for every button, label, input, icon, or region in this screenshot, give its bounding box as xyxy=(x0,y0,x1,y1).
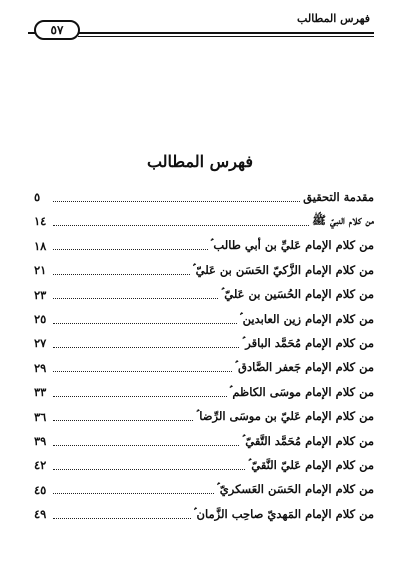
header-rule-thin xyxy=(78,36,374,37)
toc-entry-page: ٣٦ xyxy=(34,409,47,424)
toc-entry-page: ٢١ xyxy=(34,263,47,278)
toc-leader-dots xyxy=(53,201,300,202)
toc-entry xyxy=(34,187,374,207)
toc-entry-label: من كلام الإمام مُحَمَّد الباقر ؑ xyxy=(242,335,374,350)
toc-entry-label: من كلام الإمام عَليِّ بن أبي طالب ؑ xyxy=(210,238,374,253)
toc-leader-dots xyxy=(53,371,232,372)
toc-entry xyxy=(34,333,374,353)
toc-entry-page: ٣٩ xyxy=(34,434,47,448)
page-number-badge xyxy=(34,20,80,40)
toc-entry-page: ١٨ xyxy=(34,238,47,253)
toc-entry-page: ٢٣ xyxy=(34,287,47,302)
toc-entry-label: مقدمة التحقيق xyxy=(303,190,374,204)
toc-entry-label: من كلام الإمام عَليّ بن موسَى الرِّضا ؑ xyxy=(196,409,374,424)
toc-entry-label: من كلام النبيّ ﷺ xyxy=(312,212,374,227)
toc-entry-label: من كلام الإمام الزَّكيّ الحَسَن بن عَليّ ؑ xyxy=(192,262,374,277)
toc-entry xyxy=(34,382,374,402)
toc-leader-dots xyxy=(53,420,193,421)
header-rule-thick xyxy=(78,32,374,34)
toc-leader-dots xyxy=(53,274,190,275)
toc-entry-label: من كلام الإمام عَليّ النَّقيّ ؑ xyxy=(248,457,374,472)
toc-entry-page: ٢٩ xyxy=(34,360,47,375)
toc-entry-label: من كلام الإمام مُحَمَّد التَّقيّ ؑ xyxy=(242,433,374,448)
toc-leader-dots xyxy=(53,298,218,299)
running-header xyxy=(28,8,374,38)
toc-entry-label: من كلام الإمام جَعفر الصَّادق ؑ xyxy=(235,360,374,375)
toc-entry-label: من كلام الإمام المَهديّ صاحِب الزَّمان ؑ xyxy=(193,506,374,521)
toc-leader-dots xyxy=(53,347,239,348)
toc-entry-page: ٤٥ xyxy=(34,482,47,497)
toc-leader-dots xyxy=(53,396,227,397)
toc-entry xyxy=(34,407,374,427)
toc-leader-dots xyxy=(53,493,214,494)
toc-entry xyxy=(34,455,374,475)
toc-entry-label: من كلام الإمام موسَى الكاظم ؑ xyxy=(229,384,374,399)
toc-entry-page: ٤٢ xyxy=(34,458,47,473)
toc-entry-page: ٥ xyxy=(34,190,41,204)
toc-entry-page: ١٤ xyxy=(34,214,47,229)
toc-entry xyxy=(34,358,374,378)
running-header-title: فهرس المطالب xyxy=(297,12,370,25)
toc-leader-dots xyxy=(53,323,237,324)
toc-entry-page: ٤٩ xyxy=(34,507,47,522)
toc-entry xyxy=(34,431,374,451)
toc-entry-page: ٢٧ xyxy=(34,336,47,351)
toc-entry xyxy=(34,504,374,524)
toc-entry xyxy=(34,236,374,256)
toc-entry xyxy=(34,480,374,500)
toc-entry xyxy=(34,285,374,305)
toc-entry-page: ٢٥ xyxy=(34,312,47,326)
toc-entry-label: من كلام الإمام الحَسَن العَسكريّ ؑ xyxy=(216,482,374,497)
toc-entry-label: من كلام الإمام زين العابدين ؑ xyxy=(239,311,374,326)
page-number: ٥٧ xyxy=(50,23,64,37)
toc-leader-dots xyxy=(53,469,245,470)
toc-title: فهرس المطالب xyxy=(146,152,254,171)
toc-entry xyxy=(34,309,374,329)
toc-entry xyxy=(34,260,374,280)
toc-leader-dots xyxy=(53,518,191,519)
toc-entry xyxy=(34,211,374,231)
toc-entry-label: من كلام الإمام الحُسَين بن عَليّ ؑ xyxy=(221,287,374,302)
toc-leader-dots xyxy=(53,445,239,446)
toc-entry-page: ٣٣ xyxy=(34,385,47,400)
toc-leader-dots xyxy=(53,225,309,226)
toc-leader-dots xyxy=(53,249,208,250)
